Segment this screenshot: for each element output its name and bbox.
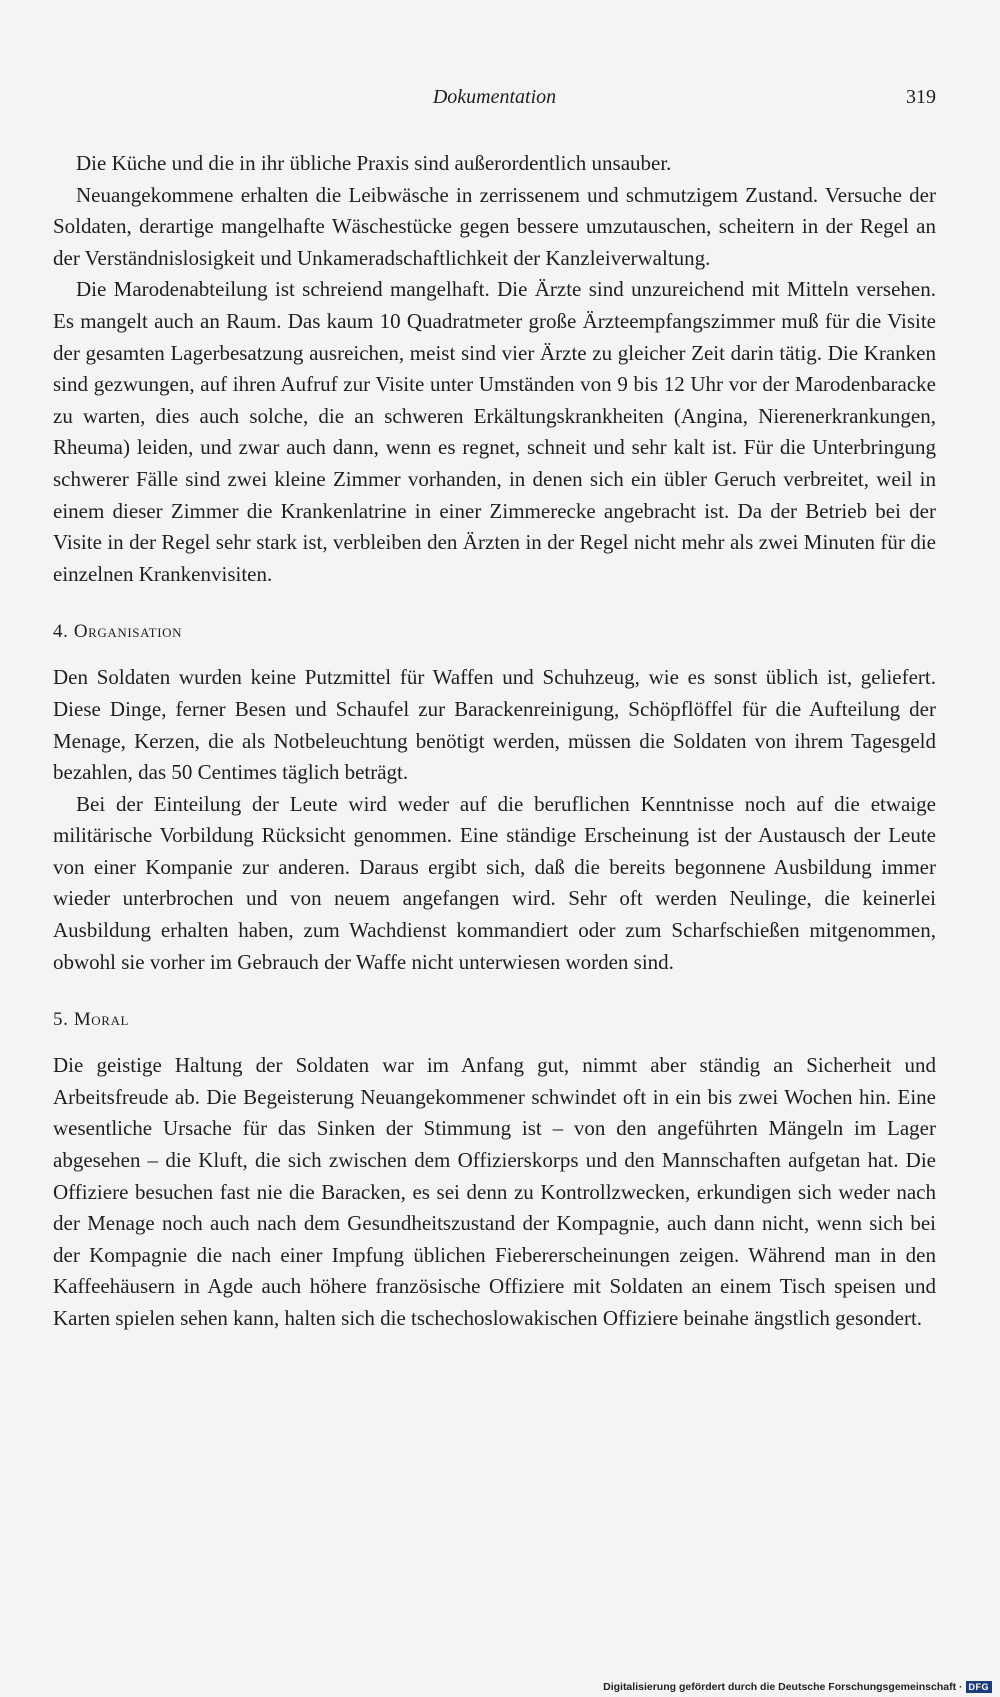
running-title: Dokumentation bbox=[432, 86, 557, 108]
section-heading-moral bbox=[53, 1008, 936, 1032]
section-title: Organisation bbox=[73, 621, 183, 643]
page-header bbox=[53, 86, 936, 116]
footer-text: Digitalisierung gefördert durch die Deutsche Forschungsgemeinschaft · bbox=[603, 1681, 963, 1693]
dfg-logo: DFG bbox=[966, 1681, 993, 1693]
paragraph-kitchen: Die Küche und die in ihr übliche Praxis sind außerordentlich unsauber. bbox=[76, 151, 672, 175]
paragraph-supplies: Den Soldaten wurden keine Putzmittel für Waffen und Schuhzeug, wie es sonst üblich ist, geliefert. Diese Dinge, ferner Besen und Schaufel zur Barackenreinigung, Schöpflöffel für die Aufteilung der Menage, Kerzen, die als Notbeleuchtung benötigt werden, müssen die Soldaten von ihrem Tagesgeld bezahlen, das 50 Centimes täglich beträgt. bbox=[53, 665, 936, 785]
section-title: Moral bbox=[73, 1009, 130, 1031]
section-heading-organisation bbox=[53, 620, 936, 644]
body-text bbox=[53, 148, 936, 1335]
paragraph-laundry: Neuangekommene erhalten die Leibwäsche in zerrissenem und schmutzigem Zustand. Versuche der Soldaten, derartige mangelhafte Wäschestücke gegen bessere umzutauschen, scheitern in der Regel an der Verständnislosigkeit und Unkameradschaftlichkeit der Kanzleiverwaltung. bbox=[53, 182, 936, 270]
section-number: 4. bbox=[53, 621, 69, 643]
paragraph-morale: Die geistige Haltung der Soldaten war im Anfang gut, nimmt aber ständig an Sicherheit und Arbeitsfreude ab. Die Begeisterung Neuangekommener schwindet oft in ein bis zwei Wochen hin. Eine wesentliche Ursache für das Sinken der Stimmung ist – von den angeführten Mängeln im Lager abgesehen – die Kluft, die sich zwischen dem Offizierskorps und den Mannschaften aufgetan hat. Die Offiziere besuchen fast nie die Baracken, es sei denn zu Kontrollzwecken, erkundigen sich weder nach der Menage noch auch nach dem Gesundheitszustand der Kompagnie, auch dann nicht, wenn sich bei der Kompagnie die nach einer Impfung üblichen Fiebererscheinungen zeigen. Während man in den Kaffeehäusern in Agde auch höhere französische Offiziere mit Soldaten an einem Tisch speisen und Karten spielen sehen kann, halten sich die tschechoslowakischen Offiziere beinahe ängstlich gesondert. bbox=[53, 1053, 936, 1330]
page-number: 319 bbox=[906, 86, 936, 108]
digitization-footer bbox=[603, 1681, 992, 1693]
paragraph-infirmary: Die Marodenabteilung ist schreiend mangelhaft. Die Ärzte sind unzureichend mit Mitteln versehen. Es mangelt auch an Raum. Das kaum 10 Quadratmeter große Ärzteempfangszimmer muß für die Visite der gesamten Lagerbesatzung ausreichen, meist sind vier Ärzte zu gleicher Zeit darin tätig. Die Kranken sind gezwungen, auf ihren Aufruf zur Visite unter Umständen von 9 bis 12 Uhr vor der Marodenbaracke zu warten, dies auch solche, die an schweren Erkältungskrankheiten (Angina, Nierenerkrankungen, Rheuma) leiden, und zwar auch dann, wenn es regnet, schneit und sehr kalt ist. Für die Unterbringung schwerer Fälle sind zwei kleine Zimmer vorhanden, in denen sich ein übler Geruch verbreitet, weil in einem dieser Zimmer die Krankenlatrine in einer Zimmerecke angebracht ist. Da der Betrieb bei der Visite in der Regel sehr stark ist, verbleiben den Ärzten in der Regel nicht mehr als zwei Minuten für die einzelnen Krankenvisiten. bbox=[53, 277, 936, 586]
document-page bbox=[53, 0, 936, 1697]
paragraph-assignment: Bei der Einteilung der Leute wird weder auf die beruflichen Kenntnisse noch auf die etwaige militärische Vorbildung Rücksicht genommen. Eine ständige Erscheinung ist der Austausch der Leute von einer Kompanie zur anderen. Daraus ergibt sich, daß die bereits begonnene Ausbildung immer wieder unterbrochen und von neuem angefangen wird. Sehr oft werden Neulinge, die keinerlei Ausbildung erhalten haben, zum Wachdienst kommandiert oder zum Scharfschießen mitgenommen, obwohl sie vorher im Gebrauch der Waffe nicht unterwiesen worden sind. bbox=[53, 791, 936, 974]
section-number: 5. bbox=[53, 1009, 69, 1031]
